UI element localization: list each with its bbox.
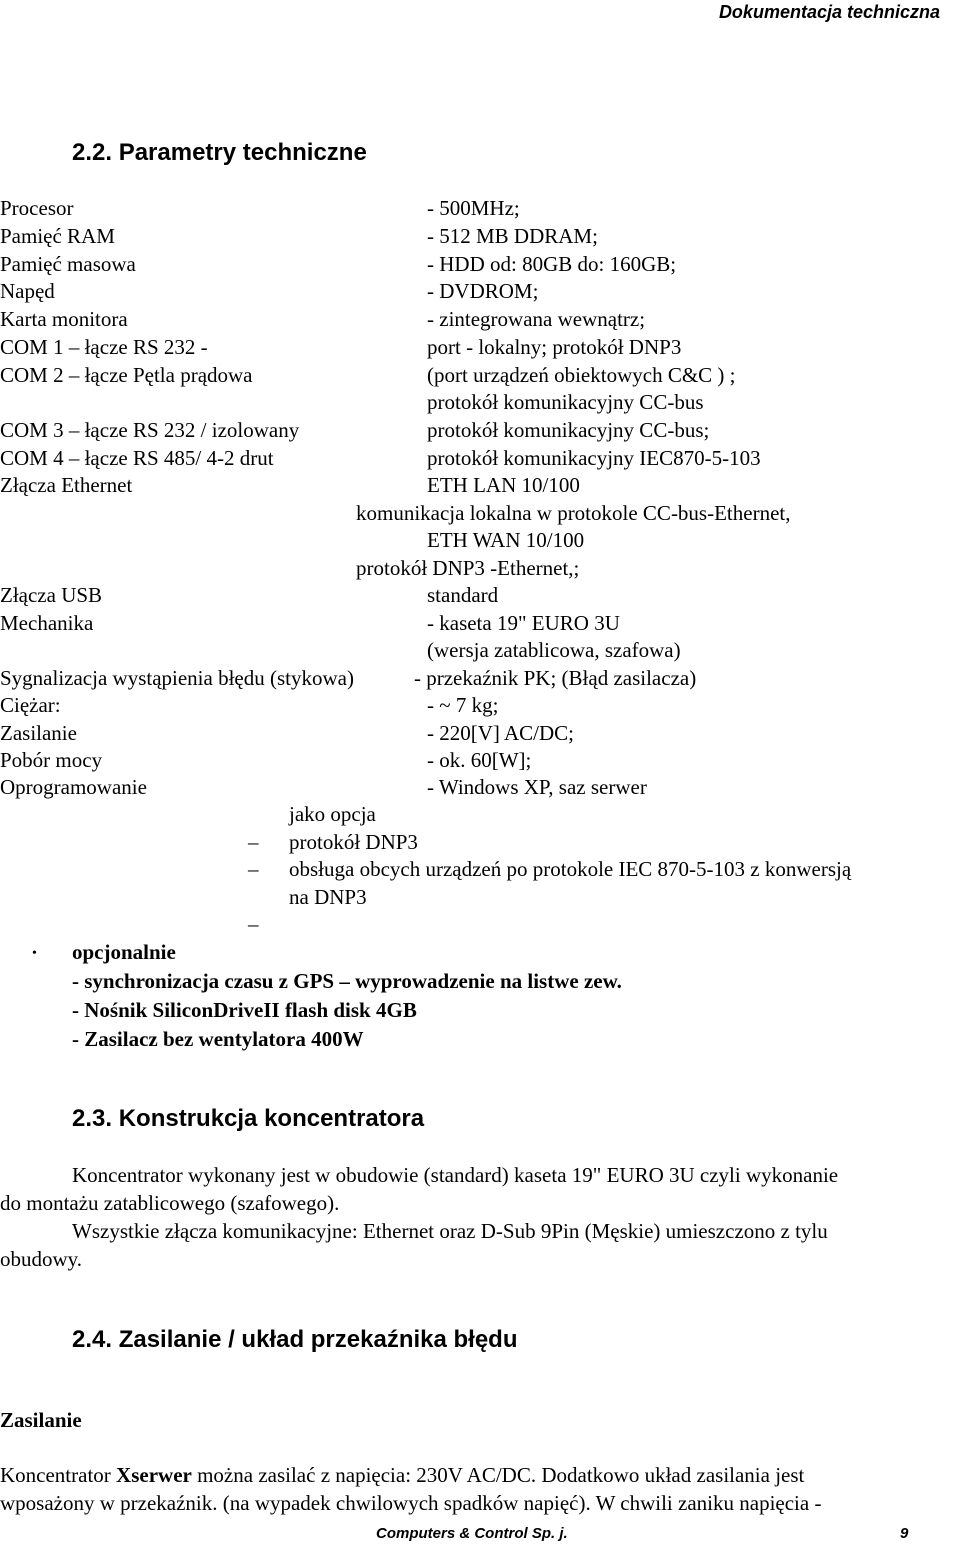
document-header-title: Dokumentacja techniczna bbox=[718, 2, 940, 22]
param-value: - 512 MB DDRAM; bbox=[427, 224, 598, 248]
param-label: Procesor bbox=[0, 196, 74, 220]
param-value: protokół komunikacyjny IEC870-5-103 bbox=[427, 446, 761, 470]
param-value: ETH LAN 10/100 bbox=[427, 473, 580, 497]
param-label: Zasilanie bbox=[0, 721, 77, 745]
param-value: protokół DNP3 -Ethernet,; bbox=[356, 556, 580, 580]
param-value: ETH WAN 10/100 bbox=[427, 528, 585, 552]
param-value: - 500MHz; bbox=[427, 196, 520, 220]
param-value: - kaseta 19" EURO 3U bbox=[427, 611, 620, 635]
section-heading-2-4: 2.4. Zasilanie / układ przekaźnika błędu bbox=[72, 1326, 518, 1353]
paragraph-line: Koncentrator Xserwer można zasilać z napięcia: 230V AC/DC. Dodatkowo układ zasilania jest bbox=[0, 1463, 805, 1487]
param-label: Ciężar: bbox=[0, 693, 61, 717]
option-item: na DNP3 bbox=[289, 885, 367, 909]
options-title: jako opcja bbox=[289, 802, 376, 826]
optional-item: - Nośnik SiliconDriveII flash disk 4GB bbox=[72, 998, 417, 1022]
param-value: (wersja zatablicowa, szafowa) bbox=[427, 638, 681, 662]
optional-title: opcjonalnie bbox=[72, 940, 176, 964]
param-value: port - lokalny; protokół DNP3 bbox=[427, 335, 682, 359]
param-value: - HDD od: 80GB do: 160GB; bbox=[427, 252, 677, 276]
section-heading-2-2: 2.2. Parametry techniczne bbox=[72, 139, 367, 166]
option-item: obsługa obcych urządzeń po protokole IEC 870-5-103 z konwersją bbox=[289, 857, 852, 881]
param-label: Mechanika bbox=[0, 611, 94, 635]
product-name: Xserwer bbox=[116, 1463, 192, 1487]
param-value: protokół komunikacyjny CC-bus; bbox=[427, 418, 710, 442]
param-value: standard bbox=[427, 583, 499, 607]
option-dash: – bbox=[248, 857, 259, 881]
param-label: Karta monitora bbox=[0, 307, 128, 331]
param-value: protokół komunikacyjny CC-bus bbox=[427, 390, 704, 414]
option-dash: – bbox=[248, 912, 259, 936]
param-label: Pamięć RAM bbox=[0, 224, 115, 248]
param-value: - przekaźnik PK; (Błąd zasilacza) bbox=[414, 666, 697, 690]
paragraph-line: Wszystkie złącza komunikacyjne: Ethernet oraz D-Sub 9Pin (Męskie) umieszczono z tylu bbox=[72, 1219, 828, 1243]
section-heading-2-3: 2.3. Konstrukcja koncentratora bbox=[72, 1105, 425, 1132]
param-value: komunikacja lokalna w protokole CC-bus-Ethernet, bbox=[356, 501, 791, 525]
param-value: - ~ 7 kg; bbox=[427, 693, 499, 717]
param-label: COM 1 – łącze RS 232 - bbox=[0, 335, 208, 359]
paragraph-line: wposażony w przekaźnik. (na wypadek chwilowych spadków napięć). W chwili zaniku napięcia - bbox=[0, 1491, 822, 1515]
footer-company: Computers & Control Sp. j. bbox=[376, 1525, 568, 1542]
param-value: - 220[V] AC/DC; bbox=[427, 721, 574, 745]
param-value: - zintegrowana wewnątrz; bbox=[427, 307, 646, 331]
param-label: Oprogramowanie bbox=[0, 775, 147, 799]
param-label: Pamięć masowa bbox=[0, 252, 136, 276]
param-label: COM 4 – łącze RS 485/ 4-2 drut bbox=[0, 446, 274, 470]
param-value: - ok. 60[W]; bbox=[427, 748, 532, 772]
param-label: COM 2 – łącze Pętla prądowa bbox=[0, 363, 253, 387]
param-label: Pobór mocy bbox=[0, 748, 103, 772]
param-label: COM 3 – łącze RS 232 / izolowany bbox=[0, 418, 300, 442]
paragraph-line: Koncentrator wykonany jest w obudowie (standard) kaseta 19" EURO 3U czyli wykonanie bbox=[72, 1163, 839, 1187]
param-label: Napęd bbox=[0, 279, 55, 303]
subheading-zasilanie: Zasilanie bbox=[0, 1408, 82, 1432]
paragraph-line: obudowy. bbox=[0, 1247, 83, 1271]
footer-page-number: 9 bbox=[900, 1525, 909, 1542]
param-value: (port urządzeń obiektowych C&C ) ; bbox=[427, 363, 736, 387]
param-value: - Windows XP, saz serwer bbox=[427, 775, 647, 799]
option-item: protokół DNP3 bbox=[289, 830, 418, 854]
param-value: - DVDROM; bbox=[427, 279, 539, 303]
paragraph-line: do montażu zatablicowego (szafowego). bbox=[0, 1191, 340, 1215]
param-label: Sygnalizacja wystąpienia błędu (stykowa) bbox=[0, 666, 354, 690]
optional-item: - synchronizacja czasu z GPS – wyprowadzenie na listwe zew. bbox=[72, 969, 622, 993]
option-dash: – bbox=[248, 830, 259, 854]
optional-item: - Zasilacz bez wentylatora 400W bbox=[72, 1027, 364, 1051]
param-label: Złącza USB bbox=[0, 583, 103, 607]
bullet-icon: • bbox=[32, 946, 37, 961]
param-label: Złącza Ethernet bbox=[0, 473, 133, 497]
